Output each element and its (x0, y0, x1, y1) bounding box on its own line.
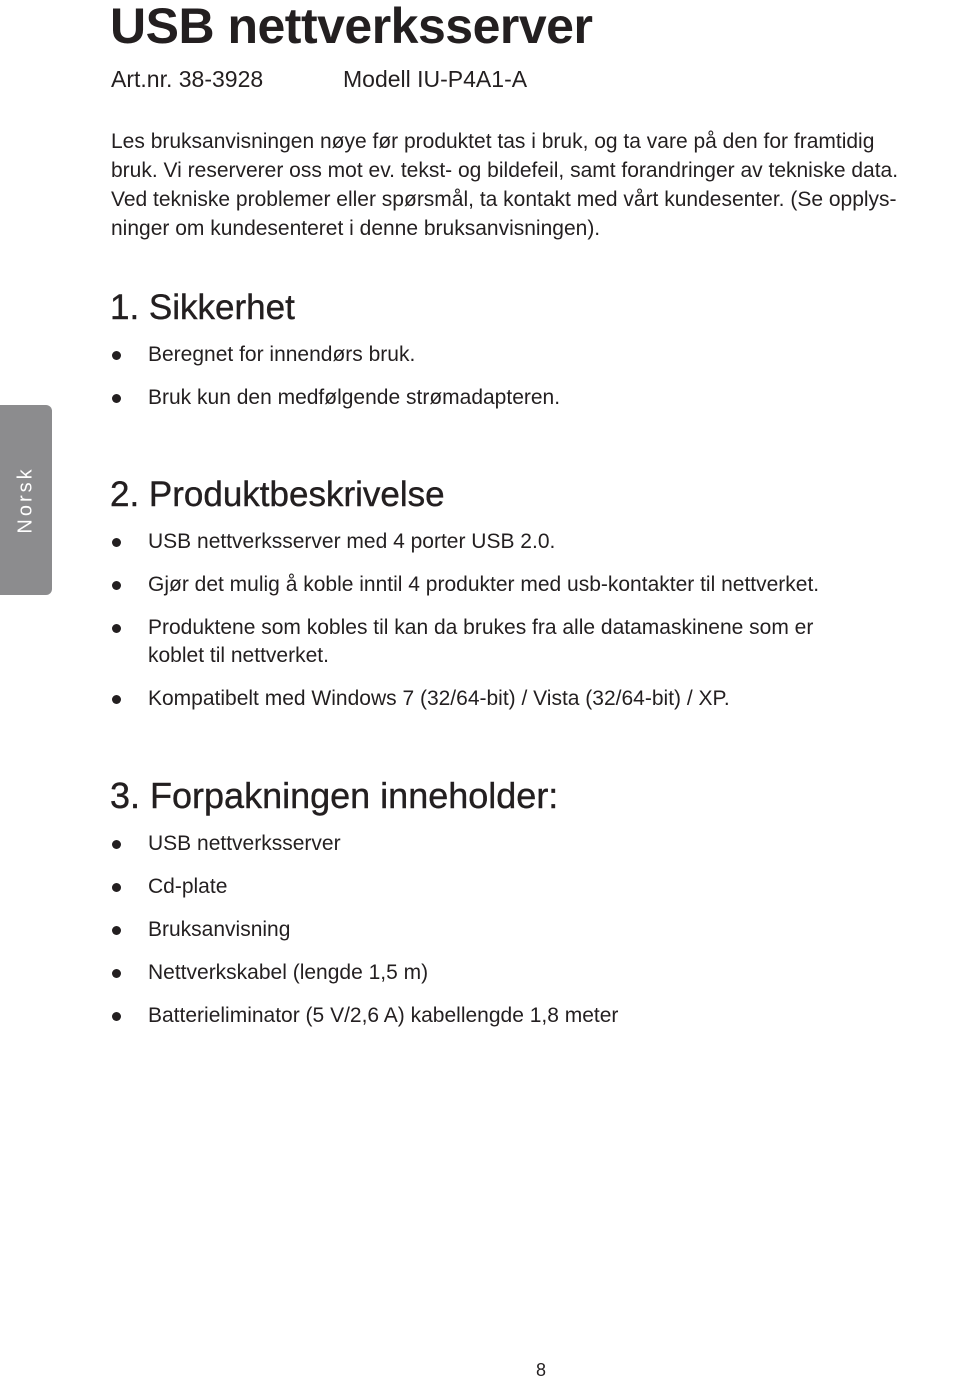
bullet-icon (112, 695, 121, 704)
bullet-list (110, 830, 618, 1030)
section-heading: 2. Produktbeskrivelse (110, 475, 445, 514)
intro-line: bruk. Vi reserverer oss mot ev. tekst- og bildefeil, samt forandringer av tekniske data. (111, 159, 899, 182)
list-item: USB nettverksserver med 4 porter USB 2.0. (110, 528, 819, 556)
list-item: USB nettverksserver (110, 830, 618, 858)
language-tab (0, 405, 52, 595)
bullet-icon (112, 883, 121, 892)
page-number: 8 (536, 1360, 547, 1380)
list-item: Kompatibelt med Windows 7 (32/64-bit) / Vista (32/64-bit) / XP. (110, 685, 819, 713)
list-item: Gjør det mulig å koble inntil 4 produkter med usb-kontakter til nettverket. (110, 571, 819, 599)
section-package-contents (110, 776, 618, 1030)
bullet-icon (112, 969, 121, 978)
list-item: Produktene som kobles til kan da brukes fra alle datamaskinene som er koblet til nettverket. (110, 614, 819, 670)
bullet-list (110, 341, 560, 412)
list-item: Cd-plate (110, 873, 618, 901)
section-product-description (110, 475, 819, 713)
intro-line: ninger om kundesenteret i denne bruksanvisningen). (111, 217, 601, 240)
bullet-icon (112, 1012, 121, 1021)
bullet-icon (112, 394, 121, 403)
page-title: USB nettverksserver (110, 0, 593, 54)
list-item: Bruksanvisning (110, 916, 618, 944)
article-number: Art.nr. 38-3928 (111, 66, 264, 92)
section-heading: 1. Sikkerhet (110, 288, 295, 327)
intro-line: Les bruksanvisningen nøye før produktet tas i bruk, og ta vare på den for framtidig (111, 130, 875, 153)
section-safety (110, 288, 560, 412)
list-item: Batterieliminator (5 V/2,6 A) kabellengde 1,8 meter (110, 1002, 618, 1030)
list-item: Nettverkskabel (lengde 1,5 m) (110, 959, 618, 987)
section-heading: 3. Forpakningen inneholder: (110, 775, 559, 816)
bullet-icon (112, 926, 121, 935)
bullet-icon (112, 581, 121, 590)
list-item: Bruk kun den medfølgende strømadapteren. (110, 384, 560, 412)
intro-line: Ved tekniske problemer eller spørsmål, ta kontakt med vårt kundesenter. (Se opplys- (111, 188, 897, 211)
bullet-icon (112, 624, 121, 633)
model-number: Modell IU-P4A1-A (343, 66, 528, 92)
bullet-icon (112, 538, 121, 547)
language-tab-label: Norsk (14, 466, 37, 534)
bullet-icon (112, 840, 121, 849)
intro-paragraph (111, 127, 951, 243)
bullet-list (110, 528, 819, 713)
article-info (111, 66, 528, 93)
bullet-icon (112, 351, 121, 360)
list-item: Beregnet for innendørs bruk. (110, 341, 560, 369)
